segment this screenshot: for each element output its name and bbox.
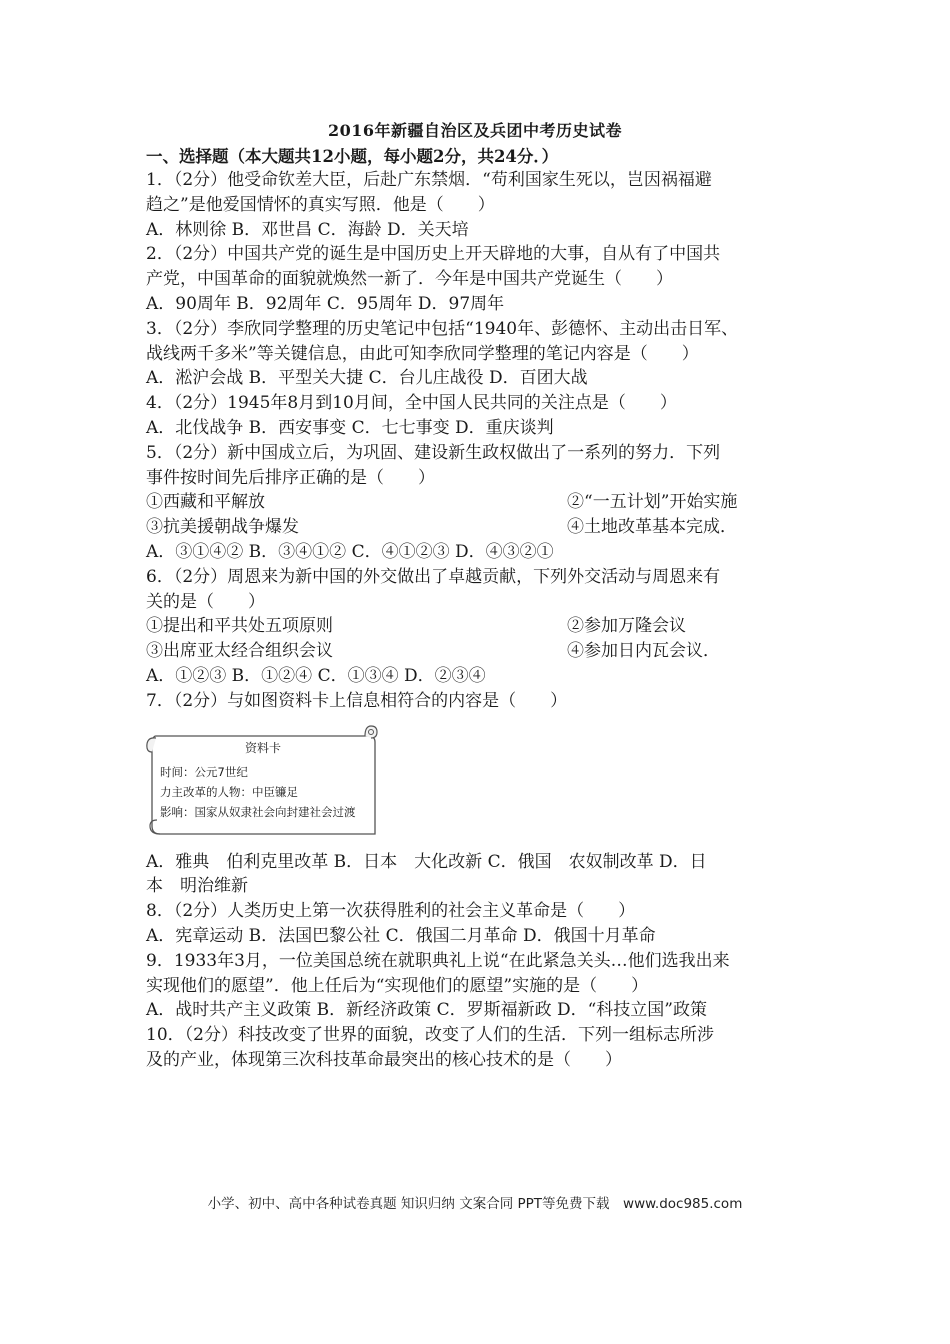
question-6-options: A．①②③ B．①②④ C．①③④ D．②③④: [146, 665, 486, 686]
question-10-stem: 10．（2分）科技改变了世界的面貌，改变了人们的生活．下列一组标志所涉: [146, 1025, 714, 1046]
question-9-stem-cont: 实现他们的愿望”．他上任后为“实现他们的愿望”实施的是（ ）: [146, 975, 649, 996]
question-2-options: A．90周年 B．92周年 C．95周年 D．97周年: [146, 293, 505, 314]
section-heading: 一、选择题（本大题共12小题，每小题2分，共24分．）: [146, 147, 559, 166]
data-card-time: 时间：公元7世纪: [160, 764, 248, 779]
question-5-stem: 5．（2分）新中国成立后，为巩固、建设新生政权做出了一系列的努力．下列: [146, 442, 721, 463]
question-3-stem-cont: 战线两千多米”等关键信息，由此可知李欣同学整理的笔记内容是（ ）: [146, 343, 699, 364]
question-6-item-1: ①提出和平共处五项原则: [146, 616, 333, 637]
question-6-item-4: ④参加日内瓦会议．: [567, 641, 720, 662]
data-card-person: 力主改革的人物：中臣镰足: [160, 784, 298, 799]
question-1-options: A．林则徐 B．邓世昌 C．海龄 D．关天培: [146, 219, 469, 240]
question-5-item-3: ③抗美援朝战争爆发: [146, 517, 299, 538]
exam-title: 2016年新疆自治区及兵团中考历史试卷: [327, 121, 623, 140]
question-9-stem: 9．1933年3月，一位美国总统在就职典礼上说“在此紧急关头…他们选我出来: [146, 950, 730, 971]
question-7-stem: 7．（2分）与如图资料卡上信息相符合的内容是（ ）: [146, 690, 568, 711]
question-5-item-2: ②“一五计划”开始实施: [567, 492, 738, 513]
question-6-items-row2: [146, 639, 826, 664]
page-footer: 小学、初中、高中各种试卷真题 知识归纳 文案合同 PPT等免费下载 www.doc985.com: [207, 1196, 743, 1212]
question-3-stem: 3．（2分）李欣同学整理的历史笔记中包括“1940年、彭德怀、主动出击日军、: [146, 318, 739, 339]
question-1-stem-cont: 趋之”是他爱国情怀的真实写照．他是（ ）: [146, 194, 495, 215]
question-1-stem: 1．（2分）他受命钦差大臣，后赴广东禁烟．“苟利国家生死以，岂因祸福避: [146, 170, 712, 190]
data-card-title: 资料卡: [244, 740, 281, 755]
question-7-options-cont: 本 明治维新: [146, 876, 248, 897]
question-5-item-4: ④土地改革基本完成．: [567, 517, 737, 538]
question-3-options: A．淞沪会战 B．平型关大捷 C．台儿庄战役 D．百团大战: [146, 368, 588, 389]
question-2-stem-cont: 产党，中国革命的面貌就焕然一新了．今年是中国共产党诞生（ ）: [146, 269, 673, 290]
question-4-options: A．北伐战争 B．西安事变 C．七七事变 D．重庆谈判: [146, 417, 554, 438]
question-10-stem-cont: 及的产业，体现第三次科技革命最突出的核心技术的是（ ）: [146, 1049, 622, 1070]
question-6-item-3: ③出席亚太经合组织会议: [146, 641, 333, 662]
question-5-items-row2: [146, 515, 826, 540]
question-6-stem: 6．（2分）周恩来为新中国的外交做出了卓越贡献，下列外交活动与周恩来有: [146, 566, 721, 587]
question-5-stem-cont: 事件按时间先后排序正确的是（ ）: [146, 467, 435, 488]
question-4-stem: 4．（2分）1945年8月到10月间，全中国人民共同的关注点是（ ）: [146, 393, 677, 414]
data-card-impact: 影响：国家从奴隶社会向封建社会过渡: [160, 804, 356, 819]
question-9-options: A．战时共产主义政策 B．新经济政策 C．罗斯福新政 D．“科技立国”政策: [146, 1000, 707, 1021]
question-8-stem: 8．（2分）人类历史上第一次获得胜利的社会主义革命是（ ）: [146, 901, 636, 922]
question-5-options: A．③①④② B．③④①② C．④①②③ D．④③②①: [146, 541, 554, 562]
question-6-stem-cont: 关的是（ ）: [146, 591, 265, 612]
question-6-item-2: ②参加万隆会议: [567, 616, 686, 637]
question-5-items-row1: [146, 490, 826, 515]
question-6-items-row1: [146, 614, 826, 639]
question-2-stem: 2．（2分）中国共产党的诞生是中国历史上开天辟地的大事，自从有了中国共: [146, 244, 721, 265]
question-8-options: A．宪章运动 B．法国巴黎公社 C．俄国二月革命 D．俄国十月革命: [146, 925, 656, 946]
data-card-image: [146, 722, 380, 842]
question-5-item-1: ①西藏和平解放: [146, 492, 265, 513]
question-7-options: A．雅典 伯利克里改革 B．日本 大化改新 C．俄国 农奴制改革 D．日: [146, 851, 707, 872]
question-list: [146, 168, 826, 1073]
